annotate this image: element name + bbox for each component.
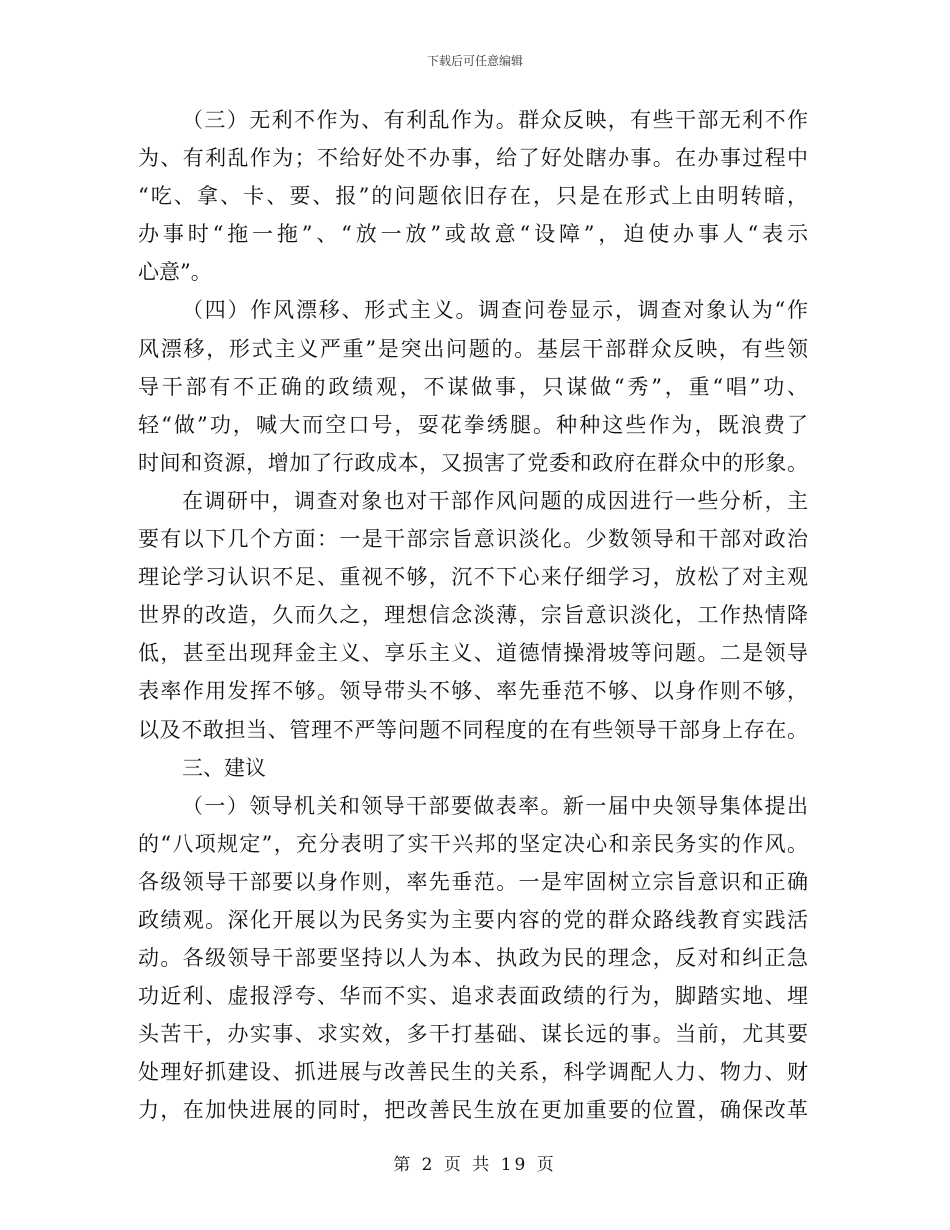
- paragraph-line: 心意”。: [138, 260, 212, 285]
- page-header: 下载后可任意编辑: [426, 54, 523, 68]
- paragraph-line: 轻“做”功，喊大而空口号，耍花拳绣腿。种种这些作为，既浪费了: [138, 412, 808, 437]
- paragraph-line: 动。各级领导干部要坚持以人为本、执政为民的理念，反对和纠正急: [138, 946, 808, 971]
- paragraph-line: 力，在加快进展的同时，把改善民生放在更加重要的位置，确保改革: [138, 1098, 808, 1123]
- page-number: 第 2 页 共 19 页: [393, 1155, 557, 1175]
- paragraph-line: 处理好抓建设、抓进展与改善民生的关系，科学调配人力、物力、财: [138, 1060, 808, 1085]
- paragraph-line: 在调研中，调查对象也对干部作风问题的成因进行一些分析，主: [182, 488, 808, 513]
- paragraph-line: 政绩观。深化开展以为民务实为主要内容的党的群众路线教育实践活: [138, 907, 808, 932]
- paragraph-line: 时间和资源，增加了行政成本，又损害了党委和政府在群众中的形象。: [138, 450, 808, 475]
- document-body: [138, 101, 808, 1130]
- paragraph-line: 头苦干，办实事、求实效，多干打基础、谋长远的事。当前，尤其要: [138, 1022, 808, 1047]
- paragraph-line: 各级领导干部要以身作则，率先垂范。一是牢固树立宗旨意识和正确: [138, 869, 808, 894]
- paragraph-line: 导干部有不正确的政绩观，不谋做事，只谋做“秀”，重“唱”功、: [138, 374, 808, 399]
- paragraph-line: 以及不敢担当、管理不严等问题不同程度的在有些领导干部身上存在。: [138, 717, 808, 742]
- paragraph-line: 表率作用发挥不够。领导带头不够、率先垂范不够、以身作则不够，: [138, 679, 808, 704]
- paragraph-line: 理论学习认识不足、重视不够，沉不下心来仔细学习，放松了对主观: [138, 565, 808, 590]
- paragraph-line: （一）领导机关和领导干部要做表率。新一届中央领导集体提出: [182, 793, 808, 818]
- paragraph-line: “吃、拿、卡、要、报”的问题依旧存在，只是在形式上由明转暗，: [138, 184, 808, 209]
- paragraph-line: 的“八项规定”，充分表明了实干兴邦的坚定决心和亲民务实的作风。: [138, 831, 808, 856]
- paragraph-line: （四）作风漂移、形式主义。调查问卷显示，调查对象认为“作: [182, 298, 808, 323]
- paragraph-line: 为、有利乱作为；不给好处不办事，给了好处瞎办事。在办事过程中: [138, 146, 808, 171]
- paragraph-line: 风漂移，形式主义严重”是突出问题的。基层干部群众反映，有些领: [138, 336, 808, 361]
- paragraph-line: 功近利、虚报浮夸、华而不实、追求表面政绩的行为，脚踏实地、埋: [138, 984, 808, 1009]
- paragraph-line: 要有以下几个方面：一是干部宗旨意识淡化。少数领导和干部对政治: [138, 527, 808, 552]
- paragraph-line: 低，甚至出现拜金主义、享乐主义、道德情操滑坡等问题。二是领导: [138, 641, 808, 666]
- paragraph-line: 世界的改造，久而久之，理想信念淡薄，宗旨意识淡化，工作热情降: [138, 603, 808, 628]
- paragraph-line: 办事时“拖一拖”、“放一放”或故意“设障”，迫使办事人“表示: [138, 222, 808, 247]
- section-heading: 三、建议: [182, 755, 266, 780]
- paragraph-line: （三）无利不作为、有利乱作为。群众反映，有些干部无利不作: [182, 108, 808, 132]
